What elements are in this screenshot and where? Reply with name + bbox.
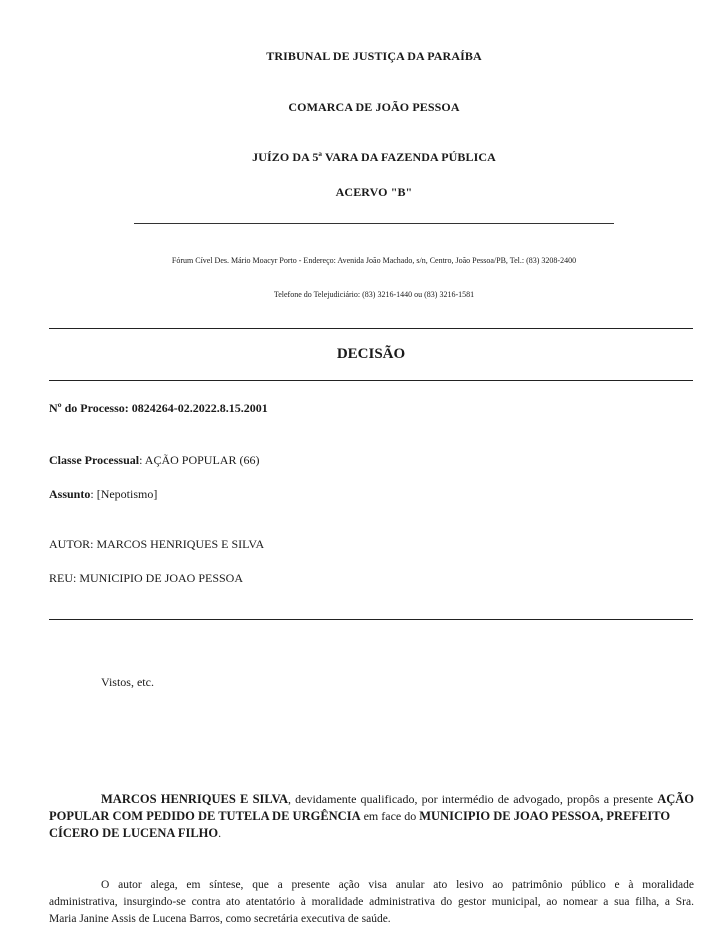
paragraph-1-end: . — [218, 826, 222, 840]
action-name-1: AÇÃO — [657, 792, 695, 806]
paragraph-1-line-2 — [49, 808, 694, 825]
paragraph-1-text-1: , devidamente qualificado, por intermédio de advogado, propôs a presente — [288, 792, 654, 806]
paragraph-2-line-3: Maria Janine Assis de Lucena Barros, como secretária executiva de saúde. — [49, 913, 391, 925]
district-name: COMARCA DE JOÃO PESSOA — [288, 100, 460, 114]
paragraph-2-line-2: administrativa, insurgindo-se contra ato atentatório à moralidade administrativa do gestor municipal, ao nomear a sua filha, a Sra. — [49, 896, 694, 908]
author-name: MARCOS HENRIQUES E SILVA — [101, 792, 289, 806]
paragraph-2-line-1: O autor alega, em síntese, que a presente ação visa anular ato lesivo ao patrimônio público e à moralidade — [101, 879, 694, 891]
paragraph-1-text-2: em face do — [363, 809, 417, 823]
process-number-line — [49, 401, 268, 416]
author-line: AUTOR: MARCOS HENRIQUES E SILVA — [49, 537, 265, 551]
case-info-divider — [49, 619, 693, 620]
header-divider — [134, 223, 614, 224]
court-division: JUÍZO DA 5ª VARA DA FAZENDA PÚBLICA — [252, 150, 496, 164]
subject-label: Assunto — [49, 487, 91, 501]
paragraph-1-line-3 — [49, 825, 694, 842]
subject-line — [49, 487, 157, 502]
document-title: DECISÃO — [336, 346, 406, 362]
court-phone: Telefone do Telejudiciário: (83) 3216-1440 ou (83) 3216-1581 — [273, 290, 475, 299]
court-address: Fórum Cível Des. Mário Moacyr Porto - Endereço: Avenida João Machado, s/n, Centro, João Pessoa/PB, Tel.: (83) 3208-2400 — [171, 256, 577, 265]
paragraph-2 — [49, 877, 694, 928]
defendant-name-1: MUNICIPIO DE JOAO PESSOA, PREFEITO — [419, 809, 671, 823]
paragraph-1 — [49, 791, 694, 842]
defendant-line: REU: MUNICIPIO DE JOAO PESSOA — [49, 571, 244, 585]
title-top-divider — [49, 328, 693, 329]
process-number-label: Nº do Processo: — [49, 401, 129, 415]
opening-text: Vistos, etc. — [101, 675, 154, 689]
action-name-2: POPULAR COM PEDIDO DE TUTELA DE URGÊNCIA — [49, 809, 361, 823]
process-number: 0824264-02.2022.8.15.2001 — [131, 401, 268, 415]
court-name: TRIBUNAL DE JUSTIÇA DA PARAÍBA — [266, 49, 482, 63]
title-bottom-divider — [49, 380, 693, 381]
subject-value: : [Nepotismo] — [90, 487, 158, 501]
process-class-line — [49, 453, 259, 468]
process-class-value: : AÇÃO POPULAR (66) — [139, 453, 260, 467]
process-class-label: Classe Processual — [49, 453, 140, 467]
paragraph-1-line-1 — [49, 791, 694, 808]
defendant-name-2: CÍCERO DE LUCENA FILHO — [49, 826, 219, 840]
collection-label: ACERVO "B" — [335, 185, 413, 199]
